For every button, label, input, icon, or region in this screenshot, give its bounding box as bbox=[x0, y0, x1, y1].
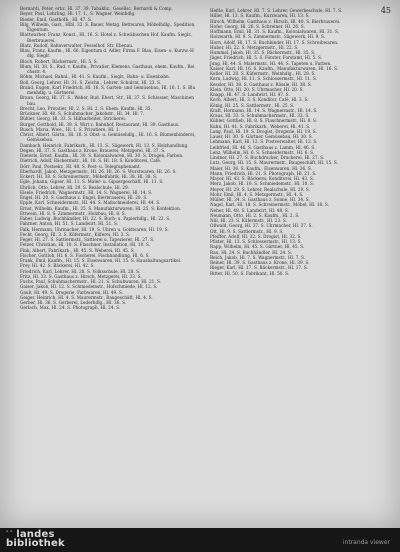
viewer-label[interactable]: intranda viewer bbox=[342, 539, 390, 546]
directory-entry: Lehmann, Karl, Hl. 12. S. Postverwalter, Hl. 12. S. bbox=[210, 139, 318, 145]
directory-entry: Koch, Albert, Hl. 3. S. Konditor, Café, Hl. 3. S. bbox=[210, 97, 309, 103]
directory-entry: Gerlach, Max, Hl. 24. S. Photograph, Hl. 24. S. bbox=[20, 305, 121, 311]
directory-entry: Braun, Georg, Hl. 37. S., Weber, Rud. Ebert, Str., Hl. 37. S. Schlosser, Maschinenbau. bbox=[20, 95, 194, 106]
directory-entry: Kraus, Hl. 33. S. Schuhmachermstr., Hl. 33. S. bbox=[210, 113, 310, 118]
directory-entry: Mann, Friedrich, Hl. 21. S. Photograph, Hl. 21. S. bbox=[210, 170, 317, 176]
directory-entry: Heßle, Karl, Lehrer, Hl. 7. S. Lehrer, Gewerbeschule, Hl. 7. S. bbox=[210, 8, 343, 13]
directory-entry: Keller, Hl. 28. S. Küfermstr., Weinhdlg., Hl. 28. S. bbox=[210, 71, 316, 76]
directory-entry: Dörr, Paul, Postsekr., Hl. 48. S. Post- u. Telegraphenamt. bbox=[20, 163, 141, 169]
directory-entry: Fritz, Hl. 33. S. Gasthaus z. Hirsch, Metzgerei, Hl. 33. S. bbox=[20, 273, 142, 279]
directory-entry: Pfeiffer, Adolf, Hl. 32. S. Drogist, Hl. 32. S. bbox=[210, 233, 302, 239]
directory-entry: Fetzer, Christian, Hl. 10. S. Flaschner, Installation, Hl. 10. S. bbox=[20, 242, 151, 248]
directory-entry: Leibfried, Hl. 46. S. Gasthaus z. Lamm, Hl. 46. S. bbox=[210, 144, 316, 150]
left-column bbox=[20, 6, 196, 311]
directory-entry: Fahrner, Anton, Hl. 51. S. Landwirt, Hl. 51. S. bbox=[20, 221, 119, 227]
directory-entry: Böhm, Michael, Bahnl., Hl. 41. S. Kaufm., Sieglr., Bahn- u. Eisenbahn. bbox=[20, 74, 171, 80]
directory-entry: Gerber, Hl. 36. S. Gerberei, Lederhdlg., Hl. 36. S. bbox=[20, 300, 127, 305]
directory-entry: Reich, Jakob, Hl. 7. S. Wagnermstr., Hl. 7. S. bbox=[210, 254, 306, 260]
logo-line-2: bibliothek bbox=[6, 538, 65, 549]
directory-entry: Blatz, Rudolf, Bahnverwalter, Fesselhof. Str. Ebenau. bbox=[20, 42, 134, 48]
page-number: 45 bbox=[380, 6, 391, 15]
directory-entry: Hirsch, Wilhelm, Gasthaus z. Hirsch, Hl. 40. S. Bierbrauerei. bbox=[210, 18, 341, 24]
directory-entry: Fischer, Gottlob, Hl. 6. S. Fischerei, Fischhandlung, Hl. 6. S. bbox=[20, 252, 150, 258]
directory-entry: Engel, Hl. 20. S. Gasthaus z. Engel, Bierbrauerei, Hl. 20. S. bbox=[20, 195, 148, 200]
directory-entry: Dieterle, Ernst, Kaufm., Hl. 30. S. Kolonialwaren, Hl. 30. S. Drogen, Farben. bbox=[20, 153, 184, 158]
directory-entry: Huber, Hl. 22. S. Metzgermstr., Hl. 22. S. bbox=[210, 44, 299, 50]
directory-entry: Bloch, Robert, Bäckermstr., Hl. 5. S. bbox=[20, 58, 98, 64]
directory-entry: Brecht, Leo, Privatier, Hl. 2. S. Hl. 2. S. Ehem. Kaufm. Hl. 35. bbox=[20, 105, 152, 111]
directory-entry: Geiger, Heinrich, Hl. 4. S. Maurermstr., Baugeschäft, Hl. 4. S. bbox=[20, 294, 153, 300]
directory-entry: Bilg, Wilhelm, Gast., Hlbl. 32. S. Bauer, Metzg. Bettwaren, Möbelhdlg., Spedition, Eigentum. bbox=[20, 21, 196, 32]
directory-entry: Jung, Hl. 44. S. Malermstr., Hl. 44. S. Tapeten u. Farben. bbox=[210, 60, 332, 66]
directory-entry: Burger, Gotthold, Hl. 39. S. Wirt z. Bahnhof, Restaurant, Hl. 39. Gasthaus. bbox=[20, 121, 180, 127]
directory-entry: Falk, Hermann, Uhrmacher, Hl. 19. S. Uhren u. Goldwaren, Hl. 19. S. bbox=[20, 226, 169, 232]
directory-entry: Kraft, Hermann, Hl. 14. S. Wagnermstr., Hl. 14. S. bbox=[210, 107, 318, 113]
directory-entry: Brückner, Hl. 40. S. Schuhmacher, Jakobstr., Hl. 34. Hl. 7. bbox=[20, 111, 145, 116]
directory-entry: Dietrich, Adolf, Bäckermstr., Hl. 18. S. Hl. 18. S. Konditorei, Café. bbox=[20, 158, 162, 164]
directory-entry: Fecht, Georg, Hl. 3. S. Küfermstr., Küferei, Hl. 3. S. bbox=[20, 231, 131, 237]
logo-line-1: landes bbox=[16, 529, 55, 540]
directory-entry: Neumann, Otto, Hl. 2. S. Kaufm., Hl. 2. S. bbox=[210, 212, 300, 218]
directory-entry: Maier, Hl. 36. S. Kaufm., Eisenwaren, Hl. 36. S. bbox=[210, 165, 312, 171]
directory-entry: Busch, Maria, Wwe., Hl. 1. S. Privatiere, Hl. 1. bbox=[20, 126, 120, 132]
directory-entry: Kuhn, Hl. 41. S. Fabrikarb., Weberei, Hl. 41. S. bbox=[210, 123, 311, 129]
directory-entry: Mohr, Emil, Hl. 4. S. Metzgermstr., Hl. 4. S. bbox=[210, 191, 304, 197]
directory-entry: Eisele, Friedrich, Wagnermstr., Hl. 14. S. Wagnerei, Hl. 14. S. bbox=[20, 189, 153, 195]
directory-entry: Holzwarth, Hl. 9. S. Zimmermstr., Sägewerk, Hl. 9. S. bbox=[210, 34, 326, 40]
directory-entry: Christ, Albert, Gärtn., Hl. 16. S. Obst- u. Gemüsehdlg., Hl. 16. S. Blumenbinderei, Gemüsebau. bbox=[20, 132, 196, 143]
directory-entry: Lutz, Georg, Hl. 15. S. Maurermstr., Baugeschäft, Hl. 15. S. bbox=[210, 160, 338, 166]
directory-entry: Eckert, Hl. 38. S. Schreinermstr., Möbelfabrik, Hl. 38. Hl. 38. S. bbox=[20, 174, 158, 179]
directory-entry: Kern, Ludwig, Hl. 11. S. Schlossermstr., Hl. 11. S. bbox=[210, 76, 317, 82]
directory-entry: Eberhardt, Jakob, Metzgermstr., Hl. 26. Hl. 26. S. Wurstwaren, Hl. 26. S. bbox=[20, 168, 177, 174]
directory-entry: Lang, Paul, Hl. 19. S. Drogist, Drogerie, Hl. 19. S. bbox=[210, 128, 317, 134]
directory-entry: Ehrlich, Otto, Lehrer, Hl. 29. S. Realschule, Hl. 29. bbox=[20, 184, 129, 190]
directory-entry: Bernardi, Peter, erbz. Hl. 37. 39. Tabakhz., Gesellsc. Bernardi & Comp. bbox=[20, 6, 173, 11]
directory-entry: Egle, Johann, Gipser, Hl. 11. S. Maler- u. Gipsergeschäft, Hl. 11. S. bbox=[20, 179, 164, 185]
directory-entry: Degen, Hl. 37. S. Gasthaus z. Krone, Brauerei, Metzgerei, Hl. 37. S. bbox=[20, 147, 166, 153]
directory-entry: Lenz, Wilhelm, Hl. 6. S. Schneidermstr., Hl. 6. S. bbox=[210, 149, 315, 155]
directory-entry: Fink, Albert, Fabrikarb., Hl. 45. S. Weberei, Hl. 45. S. bbox=[20, 247, 135, 253]
directory-entry: Faber, Ludwig, Buchhändler, Hl. 22. S. Buch- u. Papierhdlg., Hl. 22. S. bbox=[20, 216, 171, 221]
directory-entry: Bühler, Georg, Hl. 33. S. Hilfsarbeiter, Strickerei. bbox=[20, 116, 127, 122]
directory-entry: Friedrich, Karl, Lehrer, Hl. 28. S. Volksschule, Hl. 28. S. bbox=[20, 268, 141, 274]
directory-entry: Ernst, Wilhelm, Kaufm., Hl. 25. S. Manufakturwaren, Hl. 25. S. Konfektion. bbox=[20, 205, 182, 211]
directory-entry: Fuchs, Paul, Schuhmachermstr., Hl. 21. S. Schuhwaren, Hl. 21. S. bbox=[20, 279, 162, 284]
directory-entry: Beyer, Paul, Lehrling, Hl. 17. 1., S. Wagner, Weinhdlg. bbox=[20, 11, 136, 17]
directory-entry: Pfister, Hl. 13. S. Schlossermstr., Hl. 13. S. bbox=[210, 239, 302, 244]
directory-entry: Ettwein, Hl. 8. S. Zimmermstr., Holzbau, Hl. 8. S. bbox=[20, 210, 126, 216]
directory-entry: Dambach, Heinrich, Fabrikarb., Hl. 13. S., Sägewerk, Hl. 13. S. Holzhandlung. bbox=[20, 142, 189, 148]
directory-entry: König, Hl. 25. S. Sattlermstr., Hl. 25. S. bbox=[210, 102, 295, 108]
directory-entry: Hoffmann, Emil, Hl. 31. S. Kaufm., Kolonialwaren, Hl. 31. S. bbox=[210, 29, 340, 34]
directory-entry: Blattwarber, Franz, Konst., Hl. 16. S. Hotel z. Schwäbischen Hof, Kaufm. Sieglr., Bierbrauerei. bbox=[20, 32, 193, 43]
directory-entry: Blau, Franz, Kaufm., Hl. 66. Eigentum d. Adler, Firma F. Blau, Eisen- u. Kurzw.-Hdlg. Sieglr. bbox=[20, 48, 194, 59]
directory-entry: Gaiser, Jakob, Hl. 12. S. Schmiedemstr., Hufschmiede, Hl. 12. S. bbox=[20, 284, 158, 290]
directory-entry: Frank, Emil, Kaufm., Hl. 15. S. Eisenwaren, Hl. 15. S. Haushaltungsartikel. bbox=[20, 258, 182, 263]
directory-entry: Nagel, Karl, Hl. 18. S. Schreinermstr., Möbel, Hl. 18. S. bbox=[210, 202, 330, 208]
directory-entry: Mayer, Hl. 43. S. Bäckerei, Konditorei, Hl. 43. S. bbox=[210, 176, 314, 181]
right-column bbox=[210, 8, 386, 276]
directory-entry: Müller, Hl. 34. S. Gasthaus z. Sonne, Hl. 34. S. bbox=[210, 197, 310, 202]
directory-entry: Meyer, Hl. 29. S. Lehrer, Realschule, Hl. 29. S. bbox=[210, 186, 310, 192]
directory-entry: Gauß, Hl. 49. S. Drogerie, Farbwaren, Hl. 49. S. bbox=[20, 289, 123, 295]
directory-entry: Klein, Otto, Hl. 20. S. Uhrmacher, Hl. 20. S. bbox=[210, 86, 304, 92]
directory-entry: Hofer, Georg, Hl. 26. S. Schreiner, Hl. 26. S. bbox=[210, 23, 305, 29]
directory-entry: Ott, Hl. 9. S. Sattlermstr., Hl. 9. S. bbox=[210, 228, 284, 234]
directory-entry: Lauer, Hl. 30. S. Gärtner, Gemüsebau, Hl. 30. S. bbox=[210, 134, 313, 139]
logo-mark-icon: ﾟﾟ bbox=[6, 530, 15, 539]
directory-entry: Merz, Jakob, Hl. 10. S. Schmiedemstr., Hl. 10. S. bbox=[210, 181, 315, 187]
directory-entry: Feger, Hl. 27. S. Sattlermstr., Sattlerei u. Tapezierer, Hl. 27. S. bbox=[20, 237, 155, 242]
directory-entry: Neher, Hl. 48. S. Landwirt, Hl. 48. S. bbox=[210, 207, 289, 213]
directory-entry: Nill, Hl. 23. S. Küfermstr., Hl. 23. S. bbox=[210, 218, 287, 223]
directory-entry: Boll, Georg, Lehrer, Hl. 31. S. Zeichn., Lehrer, Schulrat, Hl. 23. S. bbox=[20, 79, 162, 85]
directory-entry: Reiner, Hl. 39. S. Gasthaus z. Krone, Hl. 39. S. bbox=[210, 260, 310, 265]
directory-entry: Blum, Hl. 38. S., Rud. v. Kaufm., Privatier, Klemens, Gasthaus, ehem. Kaufm., Reichsstr. 4. bbox=[20, 63, 195, 74]
directory-entry: Kaiser, Karl, Hl. 16. S. Kaufm., Manufakturwaren, Hl. 16. S. bbox=[210, 65, 339, 71]
directory-entry: Brand, Eugen, Karl Friedrich, Hl. 16. S. Garten- und Gemüsebau, Hl. 16. 1. S. Blumenhdlg. u. Gärtnerei. bbox=[20, 84, 196, 95]
directory-entry: Rau, Hl. 24. S. Buchhändler, Hl. 24. S. bbox=[210, 249, 293, 255]
directory-entry: Kessler, Hl. 38. S. Gasthaus z. Rössle, Hl. 38. S. bbox=[210, 81, 312, 87]
directory-entry: Oßwald, Georg, Hl. 37. S. Uhrmacher, Hl. 37. S. bbox=[210, 223, 313, 229]
directory-entry: Horn, Adolf, Hl. 17. S. Buchbinder, Hl. 17. S. Schreibwaren. bbox=[210, 39, 339, 45]
directory-entry: Rieger, Karl, Hl. 17. S. Bäckermstr., Hl. 17. S. bbox=[210, 265, 308, 271]
directory-entry: Rapp, Wilhelm, Hl. 45. S. Gärtner, Hl. 45. S. bbox=[210, 244, 305, 250]
library-logo[interactable] bbox=[6, 530, 65, 548]
directory-entry: Hiller, Hl. 13. S. Kaufm., Kurzwaren, Hl. 13. S. bbox=[210, 13, 310, 19]
directory-entry: Ritter, Hl. 50. S. Fabrikant, Hl. 50. S. bbox=[210, 270, 290, 276]
directory-entry: Epple, Karl, Schneidermstr., Hl. 44. S. Maßschneiderei, Hl. 44. S. bbox=[20, 200, 161, 206]
directory-entry: Bieder, Emil, Gasthofb., Hl. 47. S. bbox=[20, 16, 93, 22]
directory-entry: Knapp, Hl. 47. S. Landwirt, Hl. 47. S. bbox=[210, 92, 290, 97]
directory-entry: Kübler, Gottlieb, Hl. 8. S. Flaschnermstr., Hl. 8. S. bbox=[210, 118, 318, 124]
directory-entry: Lindner, Hl. 27. S. Buchdrucker, Druckerei, Hl. 27. S. bbox=[210, 155, 325, 160]
directory-entry: Jäger, Friedrich, Hl. 5. S. Förster, Forstamt, Hl. 5. S. bbox=[210, 55, 323, 61]
directory-entry: Hummel, Jakob, Hl. 35. S. Bäckermstr., Hl. 35. S. bbox=[210, 50, 316, 55]
directory-entry: Frey, Hl. 42. S. Bäckerei, Hl. 42. S. bbox=[20, 263, 95, 269]
